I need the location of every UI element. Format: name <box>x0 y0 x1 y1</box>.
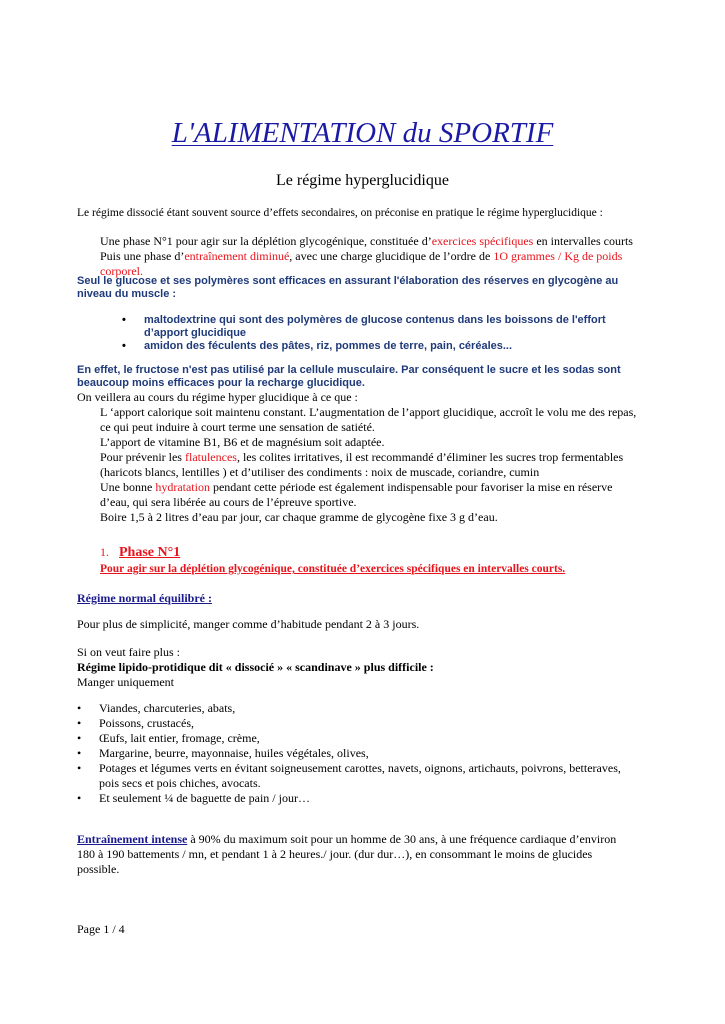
glucose-bullet-item <box>122 314 662 340</box>
intro-paragraph: Le régime dissocié étant souvent source d’effets secondaires, on préconise en pratique le régime hyperglucidique : <box>77 207 603 219</box>
food-line: Potages et légumes verts en évitant soigneusement carottes, navets, oignons, artichauts, poivrons, betteraves, <box>99 761 621 775</box>
glucose-line-1: Seul le glucose et ses polymères sont efficaces en assurant l'élaboration des réserves en glycogène au <box>77 275 619 287</box>
bullet-line: amidon des féculents des pâtes, riz, pommes de terre, pain, céréales... <box>144 340 513 352</box>
watch-line: Une bonne <box>100 480 156 494</box>
phase-line-1-end: en intervalles courts <box>533 234 633 248</box>
bullet-icon: • <box>77 761 82 775</box>
phase-highlight-entrainement: entraînement diminué <box>184 249 290 263</box>
food-line: pois secs et pois chiches, avocats. <box>99 776 261 790</box>
watch-line: L ‘apport calorique soit maintenu constant. L’augmentation de l’apport glucidique, accroît le volu me des repas, <box>100 405 637 419</box>
training-paragraph <box>77 832 616 877</box>
phase-highlight-grammes: 1O grammes / Kg de poids <box>493 249 623 263</box>
food-list-item <box>77 791 677 806</box>
food-line: Œufs, lait entier, fromage, crème, <box>99 731 260 745</box>
phase-line-3: corporel. <box>100 264 143 278</box>
bullet-icon: • <box>122 340 126 352</box>
watch-line: pendant cette période est également indispensable pour favoriser la mise en réserve <box>209 480 613 494</box>
food-list-item <box>77 731 677 746</box>
bullet-line: d’apport glucidique <box>144 327 247 339</box>
food-list-item <box>77 716 677 731</box>
watch-intro: On veillera au cours du régime hyper glucidique à ce que : <box>77 390 358 404</box>
bullet-line: maltodextrine qui sont des polymères de glucose contenus dans les boissons de l'effort <box>144 314 606 326</box>
watch-line: (haricots blancs, lentilles ) et d’utiliser des condiments : noix de muscade, coriandre, cumin <box>100 465 540 479</box>
watch-line: , les colites irritatives, il est recommandé d’éliminer les sucres trop fermentables <box>236 450 624 464</box>
highlight-hydratation: hydratation <box>155 480 210 494</box>
watch-line: L’apport de vitamine B1, B6 et de magnésium soit adaptée. <box>100 435 385 449</box>
more-line-bold: Régime lipido-protidique dit « dissocié » « scandinave » plus difficile : <box>77 660 434 674</box>
food-line: Margarine, beurre, mayonnaise, huiles végétales, olives, <box>99 746 369 760</box>
phase1-subheading: Pour agir sur la déplétion glycogénique, constituée d’exercices spécifiques en intervalles courts. <box>100 563 566 575</box>
glucose-line-2: niveau du muscle : <box>77 288 177 300</box>
food-list-item <box>77 761 677 791</box>
training-line: à 90% du maximum soit pour un homme de 30 ans, à une fréquence cardiaque d’environ <box>187 832 617 846</box>
bullet-icon: • <box>77 701 82 715</box>
fructose-line-1: En effet, le fructose n'est pas utilisé par la cellule musculaire. Par conséquent le sucre et les sodas sont <box>77 364 621 376</box>
training-label: Entraînement intense <box>77 832 188 846</box>
phase-highlight-exercices: exercices spécifiques <box>431 234 534 248</box>
more-line: Manger uniquement <box>77 675 174 689</box>
food-line: Poissons, crustacés, <box>99 716 194 730</box>
bullet-icon: • <box>122 314 126 326</box>
watch-line: d’eau, qui sera libérée au cours de l’épreuve sportive. <box>100 495 357 509</box>
watch-line: ce qui peut induire à court terme une sensation de satiété. <box>100 420 375 434</box>
phase-line-1-text: Une phase N°1 pour agir sur la déplétion glycogénique, constituée d’ <box>100 234 432 248</box>
phase1-number: 1. <box>100 545 109 559</box>
more-paragraph <box>77 645 434 690</box>
phase-paragraph <box>100 234 633 279</box>
watch-list <box>100 405 636 525</box>
fructose-line-2: beaucoup moins efficaces pour la recharge glucidique. <box>77 377 365 389</box>
document-title: L'ALIMENTATION du SPORTIF <box>171 117 554 149</box>
training-line: 180 à 190 battements / mn, et pendant 1 à 2 heures./ jour. (dur dur…), en consommant le moins de glucides <box>77 847 593 861</box>
regime-normal-text: Pour plus de simplicité, manger comme d’habitude pendant 2 à 3 jours. <box>77 617 420 631</box>
training-line: possible. <box>77 862 120 876</box>
document-subtitle: Le régime hyperglucidique <box>276 172 449 189</box>
bullet-icon: • <box>77 731 82 745</box>
glucose-bullet-list <box>122 314 662 353</box>
food-list-item <box>77 701 677 716</box>
more-line: Si on veut faire plus : <box>77 645 180 659</box>
phase1-heading <box>100 545 180 561</box>
food-list-item <box>77 746 677 761</box>
food-list <box>77 701 677 806</box>
food-line: Viandes, charcuteries, abats, <box>99 701 236 715</box>
regime-normal-heading: Régime normal équilibré : <box>77 591 212 605</box>
bullet-icon: • <box>77 746 82 760</box>
highlight-flatulences: flatulences <box>184 450 237 464</box>
food-line: Et seulement ¼ de baguette de pain / jour… <box>99 791 310 805</box>
watch-line: Pour prévenir les <box>100 450 185 464</box>
page-number: Page 1 / 4 <box>77 922 125 936</box>
phase1-title: Phase N°1 <box>119 545 181 560</box>
glucose-bullet-item <box>122 340 662 353</box>
bullet-icon: • <box>77 791 82 805</box>
phase-line-2-text: Puis une phase d’ <box>100 249 185 263</box>
watch-line: Boire 1,5 à 2 litres d’eau par jour, car chaque gramme de glycogène fixe 3 g d’eau. <box>100 510 498 524</box>
phase-line-2-mid: , avec une charge glucidique de l’ordre de <box>289 249 494 263</box>
bullet-icon: • <box>77 716 82 730</box>
fructose-paragraph <box>77 364 621 390</box>
glucose-paragraph <box>77 275 618 301</box>
